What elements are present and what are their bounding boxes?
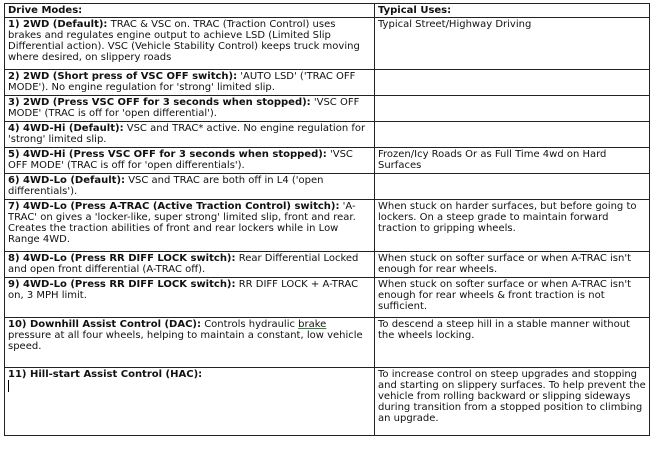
mode-description: 'A-TRAC' on gives a 'locker-like, super strong' limited slip, front and rear. Creates the traction abilities of front and rear lockers while in Low Range 4WD. <box>8 201 356 245</box>
use-cell <box>375 174 650 200</box>
mode-description: Rear Differential Locked and open front differential (A-TRAC off). <box>8 253 359 275</box>
drive-modes-document <box>4 3 649 436</box>
mode-cell[interactable] <box>5 368 375 436</box>
mode-description: 'VSC OFF MODE' (TRAC is off for 'open differentials'). <box>8 149 353 171</box>
use-cell <box>375 122 650 148</box>
mode-cell <box>5 200 375 252</box>
table-row <box>5 174 650 200</box>
mode-description: TRAC & VSC on. TRAC (Traction Control) uses brakes and regulates engine output to achieve LSD (Limited Slip Differential action). VSC (Vehicle Stability Control) keeps truck moving where desired, on slippery roads <box>8 19 360 63</box>
mode-title: 5) 4WD-Hi (Press VSC OFF for 3 seconds when stopped): <box>8 149 327 160</box>
mode-title: 7) 4WD-Lo (Press A-TRAC (Active Traction Control) switch): <box>8 201 340 212</box>
table-row <box>5 200 650 252</box>
table-row <box>5 70 650 96</box>
use-cell: To descend a steep hill in a stable manner without the wheels locking. <box>375 318 650 368</box>
use-cell <box>375 96 650 122</box>
table-header-row <box>5 4 650 18</box>
mode-description-a: Controls hydraulic <box>201 319 299 330</box>
use-cell: Frozen/Icy Roads Or as Full Time 4wd on Hard Surfaces <box>375 148 650 174</box>
mode-cell <box>5 148 375 174</box>
table-row <box>5 278 650 318</box>
use-cell: When stuck on softer surface or when A-TRAC isn't enough for rear wheels. <box>375 252 650 278</box>
use-cell: Typical Street/Highway Driving <box>375 18 650 70</box>
header-drive-modes: Drive Modes: <box>5 4 375 18</box>
table-row <box>5 368 650 436</box>
mode-cell <box>5 174 375 200</box>
mode-title: 11) Hill-start Assist Control (HAC): <box>8 369 203 380</box>
table-row <box>5 252 650 278</box>
mode-cell <box>5 70 375 96</box>
mode-cell <box>5 318 375 368</box>
underlined-word: brake <box>298 319 327 330</box>
drive-modes-table <box>4 3 650 436</box>
mode-description: VSC and TRAC* active. No engine regulation for 'strong' limited slip. <box>8 123 366 145</box>
text-cursor <box>8 380 9 392</box>
table-row <box>5 148 650 174</box>
mode-title: 8) 4WD-Lo (Press RR DIFF LOCK switch): <box>8 253 236 264</box>
table-row <box>5 318 650 368</box>
use-cell: When stuck on softer surface or when A-TRAC isn't enough for rear wheels & front traction is not sufficient. <box>375 278 650 318</box>
mode-cell <box>5 96 375 122</box>
mode-title: 9) 4WD-Lo (Press RR DIFF LOCK switch): <box>8 279 236 290</box>
mode-cell <box>5 252 375 278</box>
mode-title: 10) Downhill Assist Control (DAC): <box>8 319 202 330</box>
table-row <box>5 96 650 122</box>
mode-description: 'VSC OFF MODE' (TRAC is off for 'open differential'). <box>8 97 360 119</box>
mode-title: 4) 4WD-Hi (Default): <box>8 123 124 134</box>
use-cell: When stuck on harder surfaces, but before going to lockers. On a steep grade to maintain forward traction to gripping wheels. <box>375 200 650 252</box>
mode-cell <box>5 278 375 318</box>
mode-cell <box>5 18 375 70</box>
header-typical-uses: Typical Uses: <box>375 4 650 18</box>
table-row <box>5 18 650 70</box>
table-row <box>5 122 650 148</box>
use-cell: To increase control on steep upgrades and stopping and starting on slippery surfaces. To help prevent the vehicle from rolling backward or slipping sideways during transition from a stopped position to climbing an upgrade. <box>375 368 650 436</box>
mode-description: VSC and TRAC are both off in L4 ('open differentials'). <box>8 175 324 197</box>
mode-title: 3) 2WD (Press VSC OFF for 3 seconds when stopped): <box>8 97 311 108</box>
mode-description: 'AUTO LSD' ('TRAC OFF MODE'). No engine regulation for 'strong' limited slip. <box>8 71 356 93</box>
mode-title: 1) 2WD (Default): <box>8 19 108 30</box>
mode-cell <box>5 122 375 148</box>
mode-title: 2) 2WD (Short press of VSC OFF switch): <box>8 71 238 82</box>
mode-title: 6) 4WD-Lo (Default): <box>8 175 126 186</box>
mode-description-b: pressure at all four wheels, helping to maintain a constant, low vehicle speed. <box>8 330 363 352</box>
use-cell <box>375 70 650 96</box>
mode-description: RR DIFF LOCK + A-TRAC on, 3 MPH limit. <box>8 279 359 301</box>
